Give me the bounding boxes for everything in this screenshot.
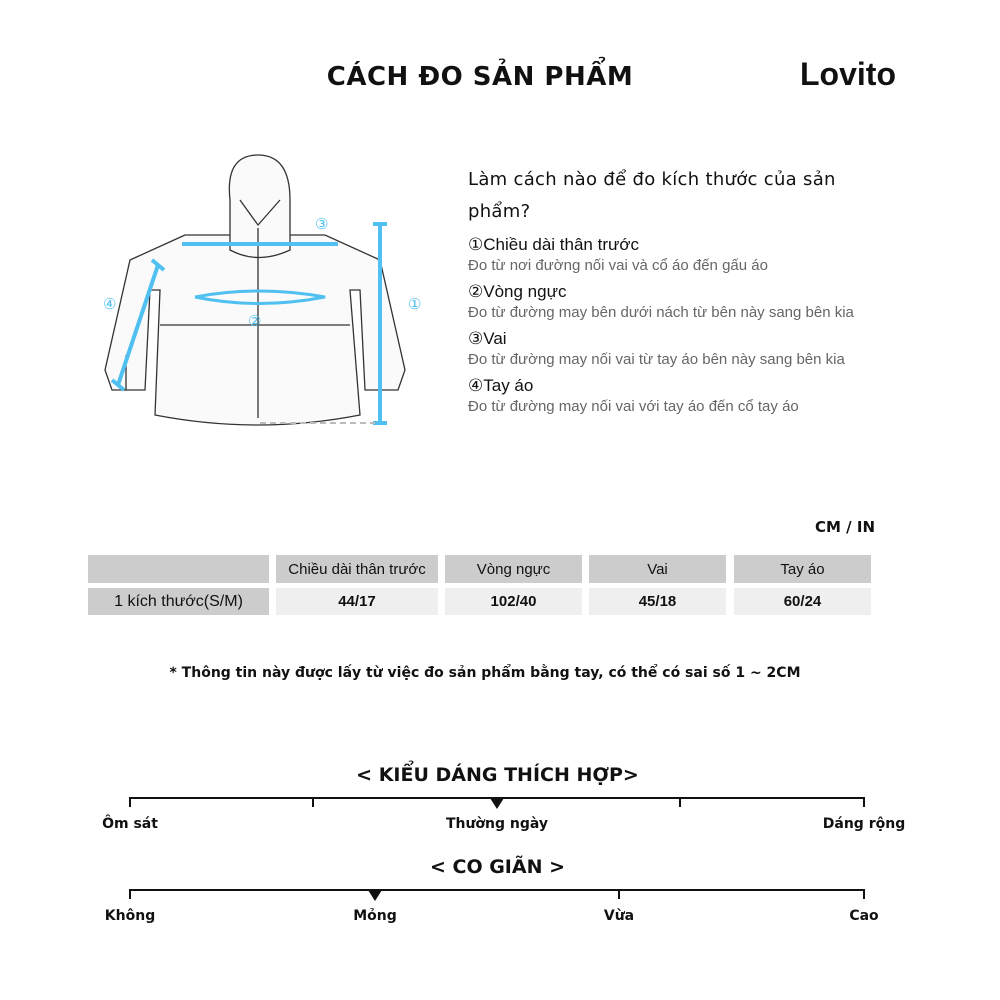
table-header-cell: Vòng ngực [445,555,582,583]
measure-heading: ②Vòng ngực [468,282,567,301]
scale-tick [618,889,620,899]
scale-label: Không [104,908,156,924]
measure-desc: Đo từ nơi đường nối vai và cổ áo đến gấu áo [468,257,768,274]
table-header-cell: Vai [589,555,726,583]
scale-line [130,889,865,891]
label-2: ② [248,312,262,330]
brand-logo: Lovito [800,56,896,92]
jacket-body [105,235,405,425]
guide-title: Làm cách nào để đo kích thước của sản phẩm? [468,169,836,222]
measure-item [468,376,799,415]
measure-heading: ③Vai [468,329,507,348]
scale-label: Thường ngày [445,816,549,832]
stretch-title: < CO GIÃN > [429,856,566,878]
unit-label: CM / IN [815,518,875,536]
fit-selected-marker [490,798,504,809]
scale-label: Mỏng [353,908,397,924]
jacket-measurement-diagram [90,140,430,440]
scale-tick [863,889,865,899]
table-header-cell: Tay áo [734,555,871,583]
scale-tick [312,797,314,807]
measure-item [468,282,854,321]
fit-title: < KIỂU DÁNG THÍCH HỢP> [356,764,639,786]
label-3: ③ [315,215,329,233]
label-1: ① [408,295,422,313]
measure-desc: Đo từ đường may nối vai với tay áo đến cổ tay áo [468,398,799,415]
table-header-cell: Chiều dài thân trước [276,555,438,583]
scale-label: Cao [849,908,879,924]
measurement-note: * Thông tin này được lấy từ việc đo sản phẩm bằng tay, có thể có sai số 1 ~ 2CM [169,665,801,681]
scale-label: Vừa [603,908,635,924]
table-cell: 102/40 [445,588,582,615]
stretch-selected-marker [368,890,382,901]
measure-desc: Đo từ đường may bên dưới nách từ bên này sang bên kia [468,304,854,321]
table-cell: 44/17 [276,588,438,615]
scale-tick [863,797,865,807]
measure-desc: Đo từ đường may nối vai từ tay áo bên này sang bên kia [468,351,845,368]
table-cell: 45/18 [589,588,726,615]
measure-item [468,235,768,274]
measure-heading: ①Chiều dài thân trước [468,235,640,254]
scale-tick [129,889,131,899]
table-header-cell [88,555,269,583]
scale-label: Dáng rộng [822,816,906,832]
scale-label: Ôm sát [102,816,158,832]
page-title: CÁCH ĐO SẢN PHẨM [326,62,634,92]
table-cell: 60/24 [734,588,871,615]
measure-heading: ④Tay áo [468,376,534,395]
measure-item [468,329,845,368]
scale-tick [679,797,681,807]
table-row-label: 1 kích thước(S/M) [88,588,269,615]
label-4: ④ [103,295,117,313]
scale-tick [129,797,131,807]
